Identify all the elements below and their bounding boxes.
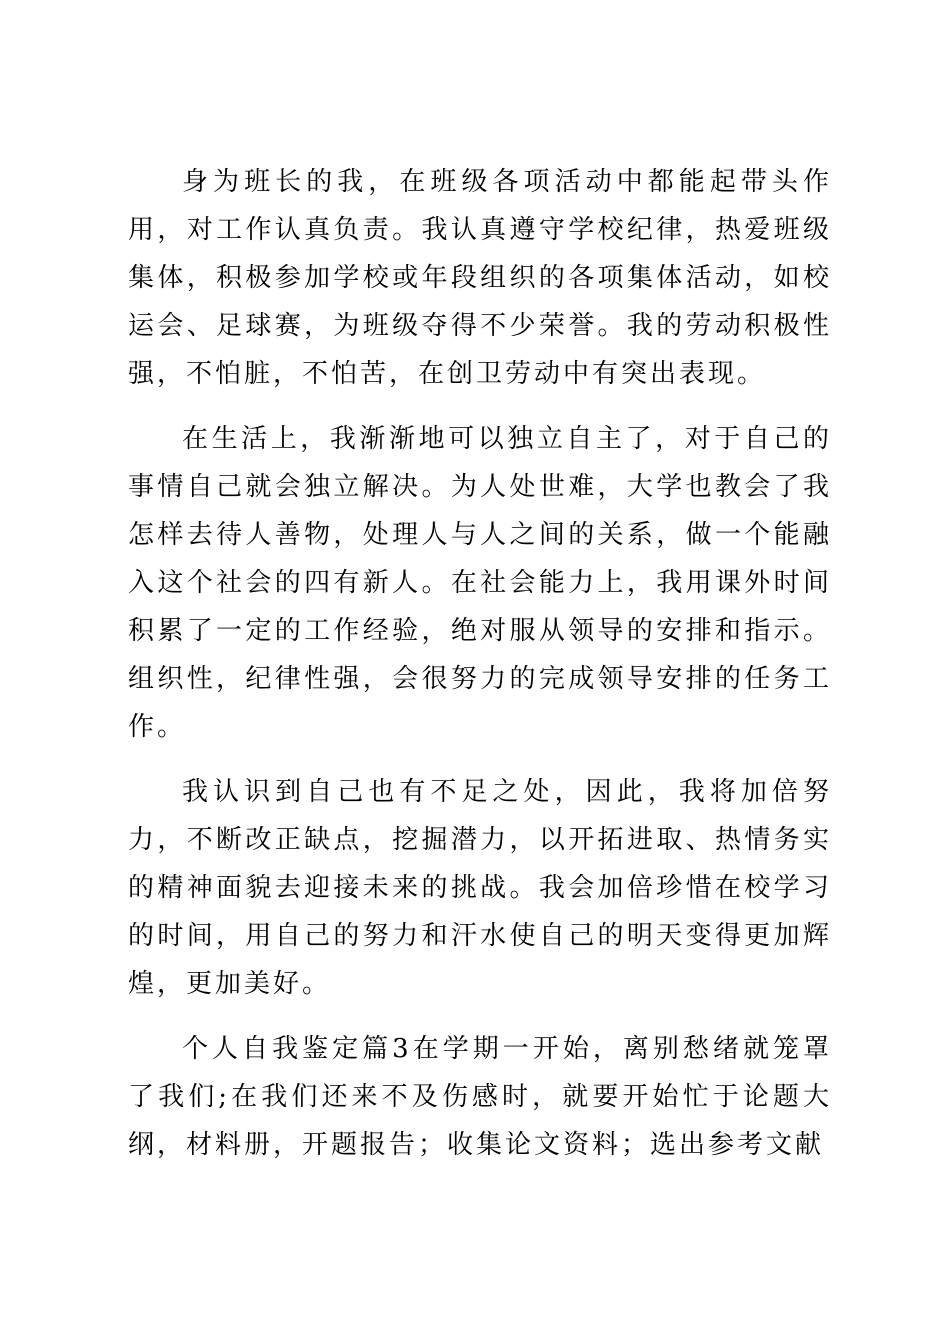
paragraph-3: 我认识到自己也有不足之处，因此，我将加倍努力，不断改正缺点，挖掘潜力，以开拓进取、热情务实的精神面貌去迎接未来的挑战。我会加倍珍惜在校学习的时间，用自己的努力和汗水使自己的明天变得更加辉煌，更加美好。 bbox=[128, 777, 832, 999]
paragraph-4: 个人自我鉴定篇3在学期一开始，离别愁绪就笼罩了我们;在我们还来不及伤感时，就要开始忙于论题大纲，材料册，开题报告；收集论文资料；选出参考文献 bbox=[128, 1034, 832, 1160]
document-body bbox=[128, 158, 832, 1186]
paragraph-2: 在生活上，我渐渐地可以独立自主了，对于自己的事情自己就会独立解决。为人处世难，大学也教会了我怎样去待人善物，处理人与人之间的关系，做一个能融入这个社会的四有新人。在社会能力上，我用课外时间积累了一定的工作经验，绝对服从领导的安排和指示。组织性，纪律性强，会很努力的完成领导安排的任务工作。 bbox=[128, 424, 832, 742]
paragraph-1: 身为班长的我，在班级各项活动中都能起带头作用，对工作认真负责。我认真遵守学校纪律，热爱班级集体，积极参加学校或年段组织的各项集体活动，如校运会、足球赛，为班级夺得不少荣誉。我的劳动积极性强，不怕脏，不怕苦，在创卫劳动中有突出表现。 bbox=[128, 167, 832, 389]
